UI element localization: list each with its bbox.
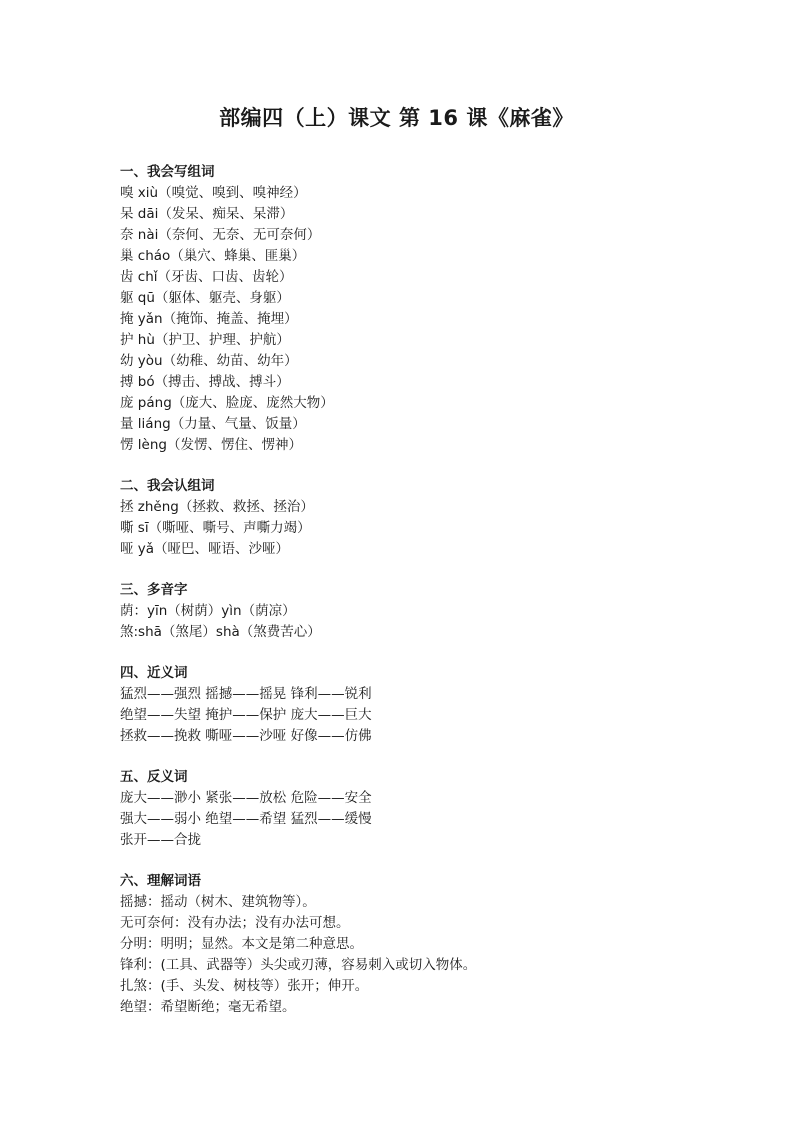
word-entry: 庞 páng（庞大、脸庞、庞然大物） — [120, 395, 334, 411]
word-entry: 巢 cháo（巢穴、蜂巢、匪巢） — [120, 248, 306, 264]
definition-entry: 无可奈何：没有办法；没有办法可想。 — [120, 915, 350, 931]
section-heading: 六、理解词语 — [120, 873, 201, 889]
word-entry: 拯 zhěng（拯救、救拯、拯治） — [120, 499, 314, 515]
word-entry: 嗅 xiù（嗅觉、嗅到、嗅神经） — [120, 185, 307, 201]
section-heading: 一、我会写组词 — [120, 164, 215, 180]
synonym-row: 绝望——失望 掩护——保护 庞大——巨大 — [120, 707, 372, 723]
section-heading: 三、多音字 — [120, 582, 188, 598]
antonym-row: 强大——弱小 绝望——希望 猛烈——缓慢 — [120, 811, 372, 827]
definition-entry: 锋利：(工具、武器等）头尖或刃薄，容易刺入或切入物体。 — [120, 957, 477, 973]
section-definitions — [120, 871, 720, 1018]
section-heading: 四、近义词 — [120, 665, 188, 681]
word-entry: 量 liáng（力量、气量、饭量） — [120, 416, 306, 432]
section-heading: 五、反义词 — [120, 769, 188, 785]
word-entry: 哑 yǎ（哑巴、哑语、沙哑） — [120, 541, 290, 557]
section-synonyms — [120, 663, 720, 747]
polyphone-entry: 煞:shā（煞尾）shà（煞费苦心） — [120, 624, 321, 640]
word-entry: 护 hù（护卫、护理、护航） — [120, 332, 290, 348]
synonym-row: 猛烈——强烈 摇撼——摇晃 锋利——锐利 — [120, 686, 372, 702]
word-entry: 奈 nài（奈何、无奈、无可奈何） — [120, 227, 321, 243]
polyphone-entry: 荫：yīn（树荫）yìn（荫凉） — [120, 603, 296, 619]
definition-entry: 分明：明明；显然。本文是第二种意思。 — [120, 936, 363, 952]
word-entry: 掩 yǎn（掩饰、掩盖、掩埋） — [120, 311, 298, 327]
section-polyphones — [120, 580, 720, 643]
section-recognize-words — [120, 476, 720, 560]
word-entry: 躯 qū（躯体、躯壳、身躯） — [120, 290, 290, 306]
word-entry: 搏 bó（搏击、搏战、搏斗） — [120, 374, 290, 390]
synonym-row: 拯救——挽救 嘶哑——沙哑 好像——仿佛 — [120, 728, 372, 744]
definition-entry: 扎煞：(手、头发、树枝等）张开；伸开。 — [120, 978, 369, 994]
word-entry: 幼 yòu（幼稚、幼苗、幼年） — [120, 353, 298, 369]
antonym-row: 张开——合拢 — [120, 832, 201, 848]
definition-entry: 绝望：希望断绝；毫无希望。 — [120, 999, 296, 1015]
section-write-words — [120, 162, 720, 456]
word-entry: 嘶 sī（嘶哑、嘶号、声嘶力竭） — [120, 520, 311, 536]
section-heading: 二、我会认组词 — [120, 478, 215, 494]
definition-entry: 摇撼：摇动（树木、建筑物等）。 — [120, 894, 316, 910]
word-entry: 呆 dāi（发呆、痴呆、呆滞） — [120, 206, 294, 222]
word-entry: 齿 chǐ（牙齿、口齿、齿轮） — [120, 269, 293, 285]
section-antonyms — [120, 767, 720, 851]
document-title: 部编四（上）课文 第 16 课《麻雀》 — [219, 106, 574, 130]
document-body — [120, 162, 720, 1038]
word-entry: 愣 lèng（发愣、愣住、愣神） — [120, 437, 302, 453]
antonym-row: 庞大——渺小 紧张——放松 危险——安全 — [120, 790, 372, 806]
